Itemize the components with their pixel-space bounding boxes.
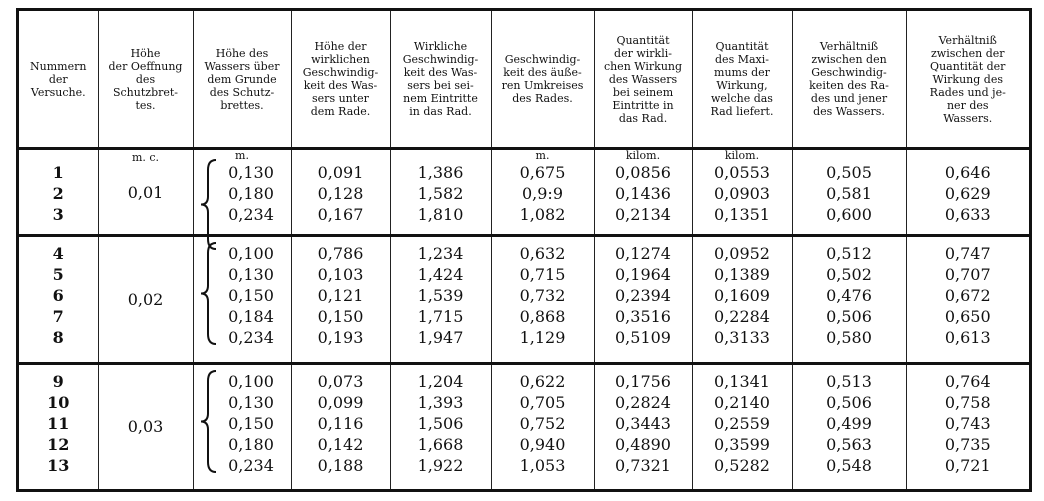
value: 0,629: [944, 184, 991, 203]
header-line: der: [48, 72, 68, 86]
value: 1,053: [519, 455, 566, 475]
cell-values: [492, 243, 594, 348]
value: 0,4890: [615, 434, 671, 454]
cell-values: [19, 243, 98, 348]
header-line: des und jener: [810, 92, 888, 105]
value: 0,868: [519, 307, 566, 327]
header-line: Nummern: [30, 59, 87, 73]
cell-r1: [792, 149, 906, 236]
value: 0,613: [944, 328, 991, 348]
cell-qm: [692, 236, 792, 363]
header-lines: [101, 47, 191, 112]
value: 1,506: [417, 413, 464, 433]
cell-values: [595, 371, 692, 476]
experiment-number: 10: [47, 392, 70, 412]
value: 0,1274: [615, 244, 671, 264]
value: 0,499: [826, 413, 872, 433]
value: 1,922: [417, 455, 464, 475]
header-cell-2: [193, 11, 291, 149]
experiment-number: 11: [47, 413, 70, 433]
header-line: Wirkung des: [932, 72, 1003, 86]
header-line: des: [135, 72, 156, 86]
cell-values: [391, 243, 491, 348]
cell-values: [793, 162, 906, 225]
value: 0,150: [317, 307, 364, 327]
value: 0,1964: [615, 265, 671, 285]
header-line: nem Eintritte: [403, 92, 478, 105]
cell-values: [492, 371, 594, 476]
header-line: Wassers.: [943, 111, 993, 125]
value: 0,646: [944, 163, 991, 182]
cell-v: [390, 363, 491, 489]
header-cell-0: [19, 11, 98, 149]
header-line: Quantität: [715, 40, 769, 53]
value: 0,091: [317, 163, 364, 182]
value: 0,0856: [615, 163, 671, 182]
cell-vr: [491, 236, 594, 363]
opening-value: 0,03: [127, 417, 164, 437]
header-line: Rad liefert.: [710, 105, 774, 118]
header-lines: [494, 53, 592, 105]
header-lines: [597, 34, 690, 125]
header-line: Versuche.: [30, 85, 86, 99]
value: 0,180: [228, 184, 274, 203]
value: 0,0903: [714, 184, 770, 203]
unit-label: m.: [235, 149, 249, 162]
header-line: Höhe des: [215, 46, 269, 60]
header-line: in das Rad.: [409, 105, 472, 118]
value: 0,3599: [714, 434, 770, 454]
value: 0,121: [317, 286, 364, 306]
value: 0,130: [228, 265, 274, 285]
value: 0,3516: [615, 307, 671, 327]
header-line: Höhe: [130, 46, 161, 60]
cell-n: [19, 149, 98, 236]
cell-values: [793, 243, 906, 348]
value: 1,715: [417, 307, 464, 327]
value: 0,505: [826, 163, 872, 182]
brace-icon: [198, 369, 220, 474]
value: 0,732: [519, 286, 566, 306]
cell-vr: [491, 363, 594, 489]
value: 0,1609: [714, 286, 770, 306]
header-line: welche das: [711, 92, 773, 105]
spacer: [793, 150, 906, 162]
opening-value: 0,02: [127, 289, 164, 309]
value: 0,940: [519, 434, 566, 454]
value: 0,100: [228, 371, 274, 391]
value: 1,582: [417, 184, 464, 203]
value: 0,581: [826, 184, 872, 203]
header-line: keit des Was-: [403, 66, 478, 79]
value: 1,386: [417, 163, 464, 182]
value: 0,2559: [714, 413, 770, 433]
value: 0,128: [317, 184, 364, 203]
header-line: Höhe der: [314, 40, 367, 53]
value: 0,622: [519, 371, 566, 391]
value: 0,2824: [615, 392, 671, 412]
value: 0,0553: [714, 163, 770, 182]
value: 0,167: [317, 205, 364, 224]
value: 0,150: [228, 286, 274, 306]
value: 0,721: [944, 455, 991, 475]
header-line: des Wassers: [608, 72, 678, 86]
value: 0,786: [317, 244, 364, 264]
value: 0,099: [317, 392, 364, 412]
value: 1,204: [417, 371, 464, 391]
value: 0,513: [826, 371, 872, 391]
cell-hv: [291, 149, 390, 236]
header-line: Schutzbret-: [112, 85, 179, 99]
value: 0,1389: [714, 265, 770, 285]
header-line: Geschwindig-: [811, 66, 887, 79]
value: 0,715: [519, 265, 566, 285]
header-line: keit des Was-: [303, 79, 378, 92]
header-line: keiten des Ra-: [809, 79, 889, 92]
cell-r2: [906, 363, 1029, 489]
value: 0,5282: [714, 455, 770, 475]
value: 0,1756: [615, 371, 671, 391]
cell-q: [594, 149, 692, 236]
value: 0,506: [826, 392, 872, 412]
header-lines: [795, 40, 904, 118]
value: 0,580: [826, 328, 872, 348]
data-table-frame: [16, 8, 1032, 492]
value: 1,393: [417, 392, 464, 412]
value: 0,476: [826, 286, 872, 306]
header-line: dem Rade.: [310, 105, 371, 118]
header-line: des Wassers.: [813, 105, 885, 118]
value: 1,947: [417, 328, 464, 348]
header-line: bei seinem: [612, 85, 674, 99]
header-line: der Oeffnung: [108, 59, 183, 73]
header-line: Quantität der: [930, 59, 1006, 73]
cell-values: [907, 371, 1030, 476]
value: 0,675: [519, 163, 566, 182]
cell-vr: [491, 149, 594, 236]
cell-values: [391, 162, 491, 225]
header-lines: [294, 40, 388, 118]
value: 0,2134: [615, 205, 671, 224]
header-cell-1: [98, 11, 193, 149]
brace-icon: [198, 241, 220, 346]
header-lines: [695, 40, 790, 118]
cell-h: [193, 363, 291, 489]
header-line: Wirkliche: [413, 40, 468, 53]
value: 0,5109: [615, 328, 671, 348]
value: 0,672: [944, 286, 991, 306]
table-group: [19, 363, 1029, 489]
value: 1,668: [417, 434, 464, 454]
value: 0,3443: [615, 413, 671, 433]
header-line: chen Wirkung: [603, 59, 683, 73]
value: 0,705: [519, 392, 566, 412]
unit-label: m.: [535, 149, 550, 162]
value: 0,234: [228, 328, 274, 348]
header-line: Verhältniß: [938, 33, 997, 47]
cell-values: [693, 371, 792, 476]
cell-q: [594, 363, 692, 489]
value: 0,9:9: [521, 184, 563, 203]
table-group: [19, 149, 1029, 236]
unit-label: kilom.: [625, 149, 661, 162]
header-line: Geschwindig-: [302, 66, 379, 79]
experiment-number: 13: [47, 455, 70, 475]
cell-r1: [792, 363, 906, 489]
header-line: Geschwindig-: [504, 53, 581, 66]
value: 1,810: [417, 205, 464, 224]
value: 0,758: [944, 392, 991, 412]
cell-values: [292, 162, 390, 225]
cell-v: [390, 149, 491, 236]
cell-values: [595, 162, 692, 225]
value: 0,234: [228, 455, 274, 475]
value: 0,2284: [714, 307, 770, 327]
header-line: sers unter: [312, 92, 369, 105]
value: 0,3133: [714, 328, 770, 348]
experiment-number: 4: [52, 244, 64, 264]
header-lines: [393, 40, 489, 118]
header-line: keit des äuße-: [503, 66, 582, 79]
value: 0,632: [519, 244, 566, 264]
cell-values: [391, 371, 491, 476]
value: 0,1341: [714, 371, 770, 391]
header-line: Quantität: [616, 33, 670, 47]
value: 0,563: [826, 434, 872, 454]
spacer: [19, 150, 98, 162]
spacer: [907, 150, 1030, 162]
experiment-number: 1: [52, 163, 64, 182]
cell-r2: [906, 236, 1029, 363]
header-line: ren Umkreises: [501, 79, 584, 92]
value: 0,150: [228, 413, 274, 433]
experiment-number: 6: [52, 286, 64, 306]
header-row: [19, 11, 1029, 149]
value: 0,1436: [615, 184, 671, 203]
experiment-number: 8: [52, 328, 64, 348]
header-line: des Rades.: [512, 92, 573, 105]
value: 0,1351: [714, 205, 770, 224]
experiment-table: [19, 11, 1029, 489]
experiment-number: 9: [52, 371, 64, 391]
header-line: des Maxi-: [715, 53, 769, 66]
header-line: sers bei sei-: [407, 79, 474, 92]
value: 0,7321: [615, 455, 671, 475]
experiment-number: 2: [52, 184, 64, 203]
value: 0,100: [228, 244, 274, 264]
value: 1,424: [417, 265, 464, 285]
value: 0,502: [826, 265, 872, 285]
header-cell-3: [291, 11, 390, 149]
value: 1,082: [519, 205, 566, 224]
value: 0,193: [317, 328, 364, 348]
header-line: das Rad.: [618, 111, 668, 125]
value: 0,234: [228, 205, 274, 224]
cell-h: [193, 236, 291, 363]
experiment-number: 7: [52, 307, 64, 327]
experiment-number: 5: [52, 265, 64, 285]
cell-opening: [98, 236, 193, 363]
value: 0,2394: [615, 286, 671, 306]
cell-values: [292, 243, 390, 348]
cell-values: [492, 162, 594, 225]
header-line: Eintritte in: [612, 98, 674, 112]
header-cell-7: [692, 11, 792, 149]
header-line: Rades und je-: [929, 85, 1006, 99]
cell-values: [693, 243, 792, 348]
value: 0,747: [944, 244, 991, 264]
value: 0,743: [944, 413, 991, 433]
cell-r2: [906, 149, 1029, 236]
cell-values: [693, 162, 792, 225]
cell-hv: [291, 363, 390, 489]
header-line: mums der: [714, 66, 770, 79]
experiment-number: 3: [52, 205, 64, 224]
value: 0,103: [317, 265, 364, 285]
value: 1,234: [417, 244, 464, 264]
value: 0,512: [826, 244, 872, 264]
value: 0,180: [228, 434, 274, 454]
value: 0,0952: [714, 244, 770, 264]
header-cell-4: [390, 11, 491, 149]
header-lines: [21, 60, 96, 99]
value: 1,539: [417, 286, 464, 306]
header-line: tes.: [135, 98, 156, 112]
header-lines: [196, 47, 289, 112]
table-row: [19, 236, 1029, 363]
value: 0,650: [944, 307, 991, 327]
cell-values: [292, 371, 390, 476]
header-line: des Schutz-: [209, 85, 275, 99]
value: 0,735: [944, 434, 991, 454]
cell-values: [907, 243, 1030, 348]
value: 0,548: [826, 455, 872, 475]
value: 0,130: [228, 392, 274, 412]
cell-qm: [692, 149, 792, 236]
opening-value: 0,01: [127, 182, 164, 202]
spacer: [391, 150, 491, 162]
header-cell-8: [792, 11, 906, 149]
header-cell-9: [906, 11, 1029, 149]
table-group: [19, 236, 1029, 363]
header-line: wirklichen: [311, 53, 370, 66]
cell-values: [19, 371, 98, 476]
value: 0,116: [317, 413, 364, 433]
header-line: ner des: [946, 98, 989, 112]
value: 0,188: [317, 455, 364, 475]
header-line: zwischen den: [811, 53, 887, 66]
spacer: [292, 150, 390, 162]
cell-values: [907, 162, 1030, 225]
cell-q: [594, 236, 692, 363]
cell-values: [793, 371, 906, 476]
table-row: [19, 149, 1029, 236]
value: 0,184: [228, 307, 274, 327]
header-line: Verhältniß: [819, 40, 879, 53]
cell-values: [19, 162, 98, 225]
value: 0,142: [317, 434, 364, 454]
value: 0,752: [519, 413, 566, 433]
cell-opening: m. c. 0,01: [98, 149, 193, 236]
cell-h: [193, 149, 291, 236]
cell-n: [19, 363, 98, 489]
cell-n: [19, 236, 98, 363]
value: 0,130: [228, 163, 274, 182]
cell-opening: [98, 363, 193, 489]
cell-r1: [792, 236, 906, 363]
value: 0,073: [317, 371, 364, 391]
header-cell-6: [594, 11, 692, 149]
header-line: der wirkli-: [614, 46, 672, 60]
value: 0,707: [944, 265, 991, 285]
header-line: Geschwindig-: [402, 53, 479, 66]
experiment-number: 12: [47, 434, 70, 454]
header-line: Wassers über: [204, 59, 280, 73]
unit-label: kilom.: [724, 149, 760, 162]
value: 0,600: [826, 205, 872, 224]
cell-qm: [692, 363, 792, 489]
cell-hv: [291, 236, 390, 363]
header-cell-5: [491, 11, 594, 149]
header-line: Wirkung,: [716, 79, 768, 92]
cell-v: [390, 236, 491, 363]
table-row: [19, 363, 1029, 489]
value: 0,633: [944, 205, 991, 224]
header-line: brettes.: [220, 98, 264, 112]
value: 0,764: [944, 371, 991, 391]
value: 0,506: [826, 307, 872, 327]
value: 1,129: [519, 328, 566, 348]
header-lines: [909, 34, 1028, 125]
header-line: zwischen der: [930, 46, 1005, 60]
cell-values: [595, 243, 692, 348]
value: 0,2140: [714, 392, 770, 412]
header-line: dem Grunde: [207, 72, 277, 86]
